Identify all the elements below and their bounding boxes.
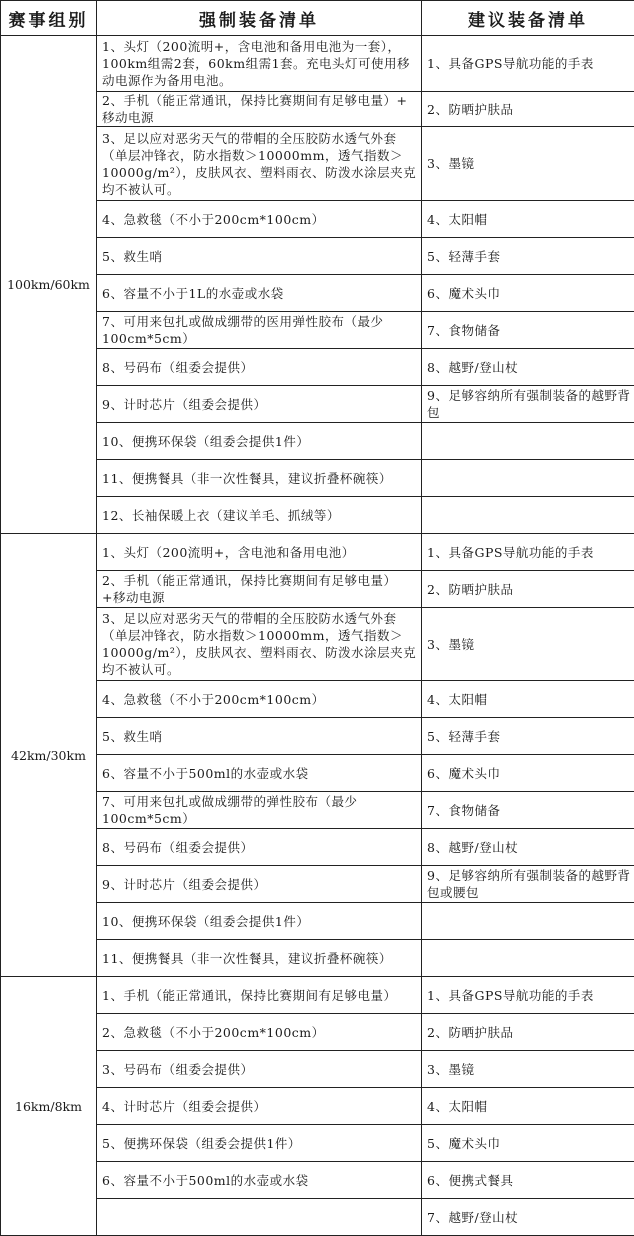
table-row xyxy=(1,1199,634,1236)
suggested-item-cell: 9、足够容纳所有强制装备的越野背包或腰包 xyxy=(422,866,634,903)
table-body xyxy=(1,36,634,1236)
mandatory-item-cell: 1、手机（能正常通讯，保持比赛期间有足够电量） xyxy=(97,977,422,1014)
table-row xyxy=(1,1125,634,1162)
table-row xyxy=(1,497,634,534)
table-row xyxy=(1,718,634,755)
table-row xyxy=(1,755,634,792)
mandatory-item-cell: 7、可用来包扎或做成绷带的医用弹性胶布（最少100cm*5cm） xyxy=(97,312,422,349)
suggested-item-cell: 7、食物储备 xyxy=(422,792,634,829)
mandatory-item-cell: 4、急救毯（不小于200cm*100cm） xyxy=(97,681,422,718)
table-row xyxy=(1,238,634,275)
mandatory-item-cell: 3、足以应对恶劣天气的带帽的全压胶防水透气外套（单层冲锋衣，防水指数＞10000mm，透气指数＞10000g/m²），皮肤风衣、塑料雨衣、防泼水涂层夹克均不被认可。 xyxy=(97,127,422,201)
event-group-cell: 42km/30km xyxy=(1,534,97,977)
suggested-item-cell xyxy=(422,460,634,497)
table-row xyxy=(1,460,634,497)
suggested-item-cell: 6、魔术头巾 xyxy=(422,275,634,312)
mandatory-item-cell: 9、计时芯片（组委会提供） xyxy=(97,866,422,903)
suggested-item-cell: 4、太阳帽 xyxy=(422,201,634,238)
mandatory-item-cell: 3、足以应对恶劣天气的带帽的全压胶防水透气外套（单层冲锋衣，防水指数＞10000mm，透气指数＞10000g/m²），皮肤风衣、塑料雨衣、防泼水涂层夹克均不被认可。 xyxy=(97,608,422,681)
table-row xyxy=(1,36,634,92)
mandatory-item-cell: 4、急救毯（不小于200cm*100cm） xyxy=(97,201,422,238)
table-row xyxy=(1,312,634,349)
suggested-item-cell: 3、墨镜 xyxy=(422,1051,634,1088)
suggested-item-cell: 4、太阳帽 xyxy=(422,681,634,718)
table-row xyxy=(1,201,634,238)
mandatory-item-cell: 3、号码布（组委会提供） xyxy=(97,1051,422,1088)
table-row xyxy=(1,571,634,608)
table-row xyxy=(1,127,634,201)
suggested-item-cell: 3、墨镜 xyxy=(422,127,634,201)
table-row xyxy=(1,681,634,718)
suggested-item-cell: 6、魔术头巾 xyxy=(422,755,634,792)
suggested-item-cell: 5、魔术头巾 xyxy=(422,1125,634,1162)
header-event-group: 赛事组别 xyxy=(1,1,97,36)
mandatory-item-cell: 6、容量不小于500ml的水壶或水袋 xyxy=(97,755,422,792)
mandatory-item-cell: 10、便携环保袋（组委会提供1件） xyxy=(97,423,422,460)
table-row xyxy=(1,1051,634,1088)
suggested-item-cell: 8、越野/登山杖 xyxy=(422,349,634,386)
suggested-item-cell: 2、防晒护肤品 xyxy=(422,92,634,127)
header-suggested-list: 建议装备清单 xyxy=(422,1,634,36)
table-row xyxy=(1,829,634,866)
suggested-item-cell: 8、越野/登山杖 xyxy=(422,829,634,866)
table-row xyxy=(1,349,634,386)
mandatory-item-cell: 12、长袖保暖上衣（建议羊毛、抓绒等） xyxy=(97,497,422,534)
suggested-item-cell: 9、足够容纳所有强制装备的越野背包 xyxy=(422,386,634,423)
mandatory-item-cell: 5、救生哨 xyxy=(97,238,422,275)
table-row xyxy=(1,386,634,423)
mandatory-item-cell: 1、头灯（200流明+，含电池和备用电池） xyxy=(97,534,422,571)
mandatory-item-cell: 4、计时芯片（组委会提供） xyxy=(97,1088,422,1125)
suggested-item-cell: 1、具备GPS导航功能的手表 xyxy=(422,534,634,571)
event-group-cell: 16km/8km xyxy=(1,977,97,1236)
suggested-item-cell: 5、轻薄手套 xyxy=(422,718,634,755)
mandatory-item-cell: 6、容量不小于1L的水壶或水袋 xyxy=(97,275,422,312)
suggested-item-cell: 7、食物储备 xyxy=(422,312,634,349)
suggested-item-cell: 5、轻薄手套 xyxy=(422,238,634,275)
mandatory-item-cell: 7、可用来包扎或做成绷带的弹性胶布（最少100cm*5cm） xyxy=(97,792,422,829)
table-row xyxy=(1,903,634,940)
mandatory-item-cell: 11、便携餐具（非一次性餐具，建议折叠杯碗筷） xyxy=(97,460,422,497)
mandatory-item-cell: 2、急救毯（不小于200cm*100cm） xyxy=(97,1014,422,1051)
table-row xyxy=(1,423,634,460)
mandatory-item-cell: 11、便携餐具（非一次性餐具，建议折叠杯碗筷） xyxy=(97,940,422,977)
suggested-item-cell xyxy=(422,940,634,977)
table-row xyxy=(1,275,634,312)
mandatory-item-cell: 8、号码布（组委会提供） xyxy=(97,349,422,386)
mandatory-item-cell: 5、救生哨 xyxy=(97,718,422,755)
table-row xyxy=(1,92,634,127)
mandatory-item-cell: 2、手机（能正常通讯，保持比赛期间有足够电量）+移动电源 xyxy=(97,571,422,608)
table-row xyxy=(1,1088,634,1125)
table-header xyxy=(1,1,634,36)
event-group-cell: 100km/60km xyxy=(1,36,97,534)
table-row xyxy=(1,866,634,903)
table-row xyxy=(1,1162,634,1199)
suggested-item-cell xyxy=(422,903,634,940)
mandatory-item-cell: 5、便携环保袋（组委会提供1件） xyxy=(97,1125,422,1162)
suggested-item-cell: 6、便携式餐具 xyxy=(422,1162,634,1199)
suggested-item-cell: 3、墨镜 xyxy=(422,608,634,681)
mandatory-item-cell xyxy=(97,1199,422,1236)
table-row xyxy=(1,792,634,829)
table-row xyxy=(1,534,634,571)
table-row xyxy=(1,940,634,977)
mandatory-item-cell: 10、便携环保袋（组委会提供1件） xyxy=(97,903,422,940)
header-mandatory-list: 强制装备清单 xyxy=(97,1,422,36)
suggested-item-cell: 1、具备GPS导航功能的手表 xyxy=(422,977,634,1014)
suggested-item-cell: 1、具备GPS导航功能的手表 xyxy=(422,36,634,92)
table-row xyxy=(1,1014,634,1051)
suggested-item-cell xyxy=(422,423,634,460)
mandatory-item-cell: 9、计时芯片（组委会提供） xyxy=(97,386,422,423)
suggested-item-cell xyxy=(422,497,634,534)
suggested-item-cell: 2、防晒护肤品 xyxy=(422,571,634,608)
table-row xyxy=(1,977,634,1014)
suggested-item-cell: 2、防晒护肤品 xyxy=(422,1014,634,1051)
table-row xyxy=(1,608,634,681)
mandatory-item-cell: 1、头灯（200流明+，含电池和备用电池为一套），100km组需2套，60km组需1套。充电头灯可使用移动电源作为备用电池。 xyxy=(97,36,422,92)
mandatory-item-cell: 6、容量不小于500ml的水壶或水袋 xyxy=(97,1162,422,1199)
mandatory-item-cell: 8、号码布（组委会提供） xyxy=(97,829,422,866)
mandatory-item-cell: 2、手机（能正常通讯，保持比赛期间有足够电量）+ 移动电源 xyxy=(97,92,422,127)
suggested-item-cell: 4、太阳帽 xyxy=(422,1088,634,1125)
suggested-item-cell: 7、越野/登山杖 xyxy=(422,1199,634,1236)
header-row xyxy=(1,1,634,36)
